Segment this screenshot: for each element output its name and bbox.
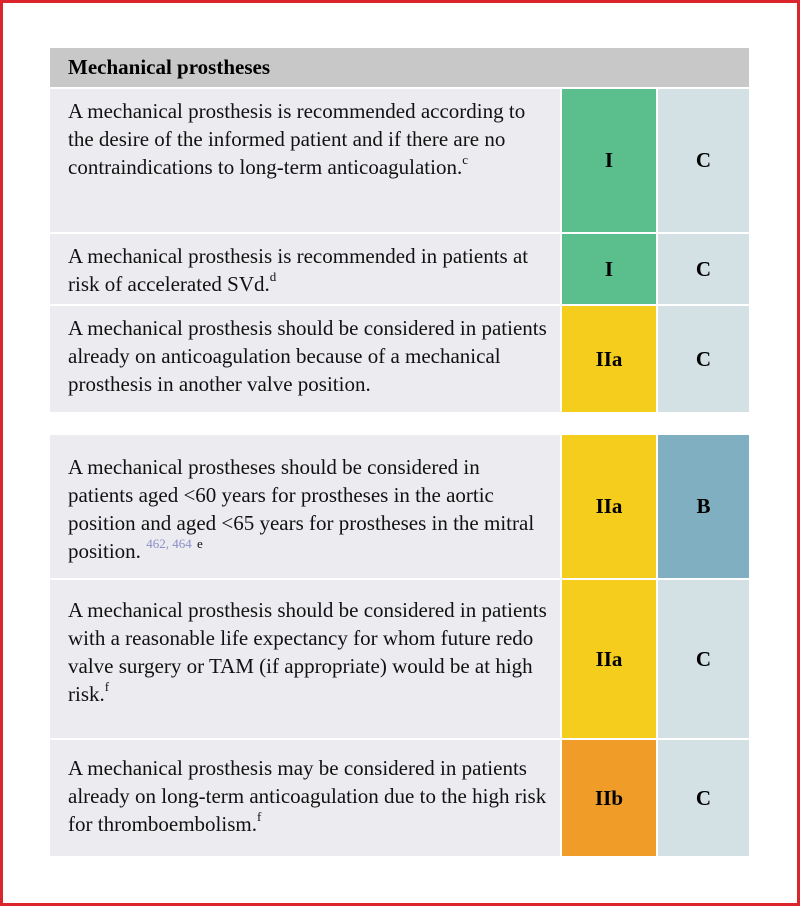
footnote-marker: d — [269, 269, 277, 284]
level-cell: C — [658, 234, 749, 304]
recommendation-text: A mechanical prostheses should be considered in patients aged <60 years for prostheses in the aortic position and aged <65 years for prostheses in the mitral position. $^{462, 464}$ $^e$ — [50, 435, 560, 578]
recommendation-text: A mechanical prosthesis may be considered in patients already on long-term anticoagulation due to the high risk for thromboembolism.$^f$ — [50, 740, 560, 856]
table-row — [50, 89, 749, 232]
table-row — [50, 435, 749, 578]
table-row — [50, 234, 749, 304]
class-cell: I — [562, 234, 656, 304]
table-row — [50, 740, 749, 856]
class-cell: IIa — [562, 306, 656, 412]
level-cell: C — [658, 306, 749, 412]
reference-link[interactable]: 462, 464 — [146, 536, 192, 551]
table-header: Mechanical prostheses — [50, 48, 749, 87]
recommendation-text: A mechanical prosthesis is recommended in patients at risk of accelerated SVd.$^d$ — [50, 234, 560, 304]
footnote-marker: c — [462, 152, 469, 167]
recommendation-text: A mechanical prosthesis is recommended according to the desire of the informed patient and if there are no contraindications to long-term anticoagulation.$^c$ — [50, 89, 560, 232]
footnote-marker: f — [104, 679, 110, 694]
class-cell: I — [562, 89, 656, 232]
level-cell: C — [658, 740, 749, 856]
footnote-marker: e — [196, 536, 203, 551]
class-cell: IIa — [562, 580, 656, 738]
level-cell: C — [658, 580, 749, 738]
class-cell: IIa — [562, 435, 656, 578]
recommendation-text: A mechanical prosthesis should be considered in patients already on anticoagulation because of a mechanical prosthesis in another valve position. — [50, 306, 560, 412]
level-cell: C — [658, 89, 749, 232]
class-cell: IIb — [562, 740, 656, 856]
footnote-marker: f — [256, 809, 262, 824]
table-row — [50, 580, 749, 738]
level-cell: B — [658, 435, 749, 578]
table-row — [50, 306, 749, 412]
recommendation-text: A mechanical prosthesis should be considered in patients with a reasonable life expectancy for whom future redo valve surgery or TAM (if appropriate) would be at high risk.$^f$ — [50, 580, 560, 738]
